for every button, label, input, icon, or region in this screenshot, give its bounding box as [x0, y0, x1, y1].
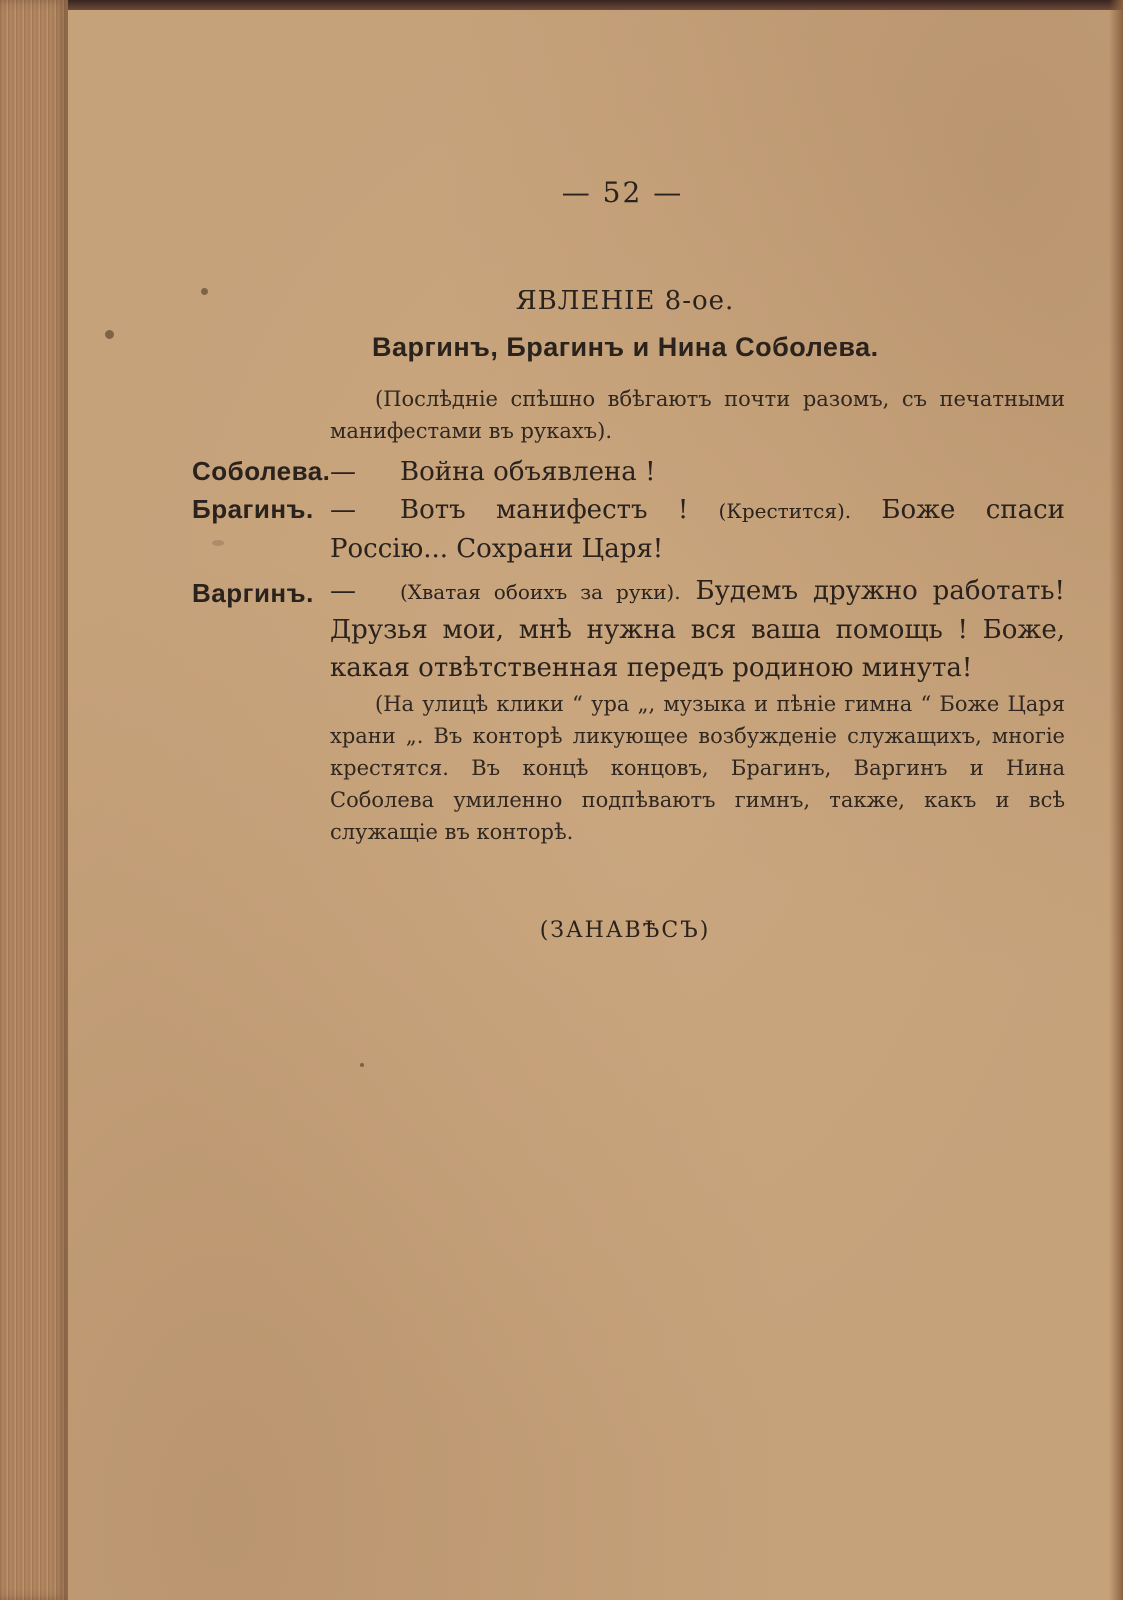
dialogue-text: Вотъ манифестъ ! [400, 495, 689, 525]
book-top-edge [0, 0, 1123, 10]
book-right-edge [1109, 0, 1123, 1600]
speaker-bragin: Брагинъ. [192, 494, 314, 524]
scene-title: ЯВЛЕНІЕ 8-ое. [515, 286, 735, 316]
dialogue-line [330, 491, 1065, 568]
dialogue-dash: — [330, 576, 356, 606]
stage-direction: (Послѣдніе спѣшно вбѣгаютъ почти разомъ, съ печатными манифестами въ рукахъ). [330, 387, 1065, 443]
dialogue-dash: — [330, 495, 356, 525]
dialogue-text: Будемъ дружно работать! Друзья мои, мнѣ нужна вся ваша помощь ! Боже, какая отвѣтственная передъ родиною минута! [330, 576, 1065, 683]
paper-speck [201, 288, 208, 295]
dialogue-aside: (Хватая обоихъ за руки). [400, 580, 681, 604]
dialogue-dash: — [330, 457, 356, 487]
dialogue-line [330, 453, 1065, 491]
paper-speck [212, 540, 224, 546]
dialogue-text: Боже спаси Россію... Сохрани Царя! [330, 495, 1065, 564]
speaker-vargin: Варгинъ. [192, 578, 314, 608]
speaker-soboleva: Соболева. [192, 456, 331, 486]
paper-speck [105, 330, 114, 339]
dialogue-line [330, 572, 1065, 687]
curtain-note: (ЗАНАВѢСЪ) [539, 918, 711, 943]
paper-speck [360, 1063, 364, 1067]
dialogue-aside: (Крестится). [718, 499, 852, 523]
book-spine-edge [0, 0, 68, 1600]
scene-cast: Варгинъ, Брагинъ и Нина Соболева. [372, 332, 879, 362]
page-number: — 52 — [561, 176, 684, 209]
dialogue-text: Война объявлена ! [400, 457, 656, 487]
stage-direction: (На улицѣ клики “ ура „, музыка и пѣніе гимна “ Боже Царя храни „. Въ конторѣ ликующее возбужденіе служащихъ, многіе крестятся. Въ концѣ концовъ, Брагинъ, Варгинъ и Нина Соболева умиленно подпѣваютъ гимнъ, также, какъ и всѣ служащіе въ конторѣ. [330, 692, 1065, 844]
